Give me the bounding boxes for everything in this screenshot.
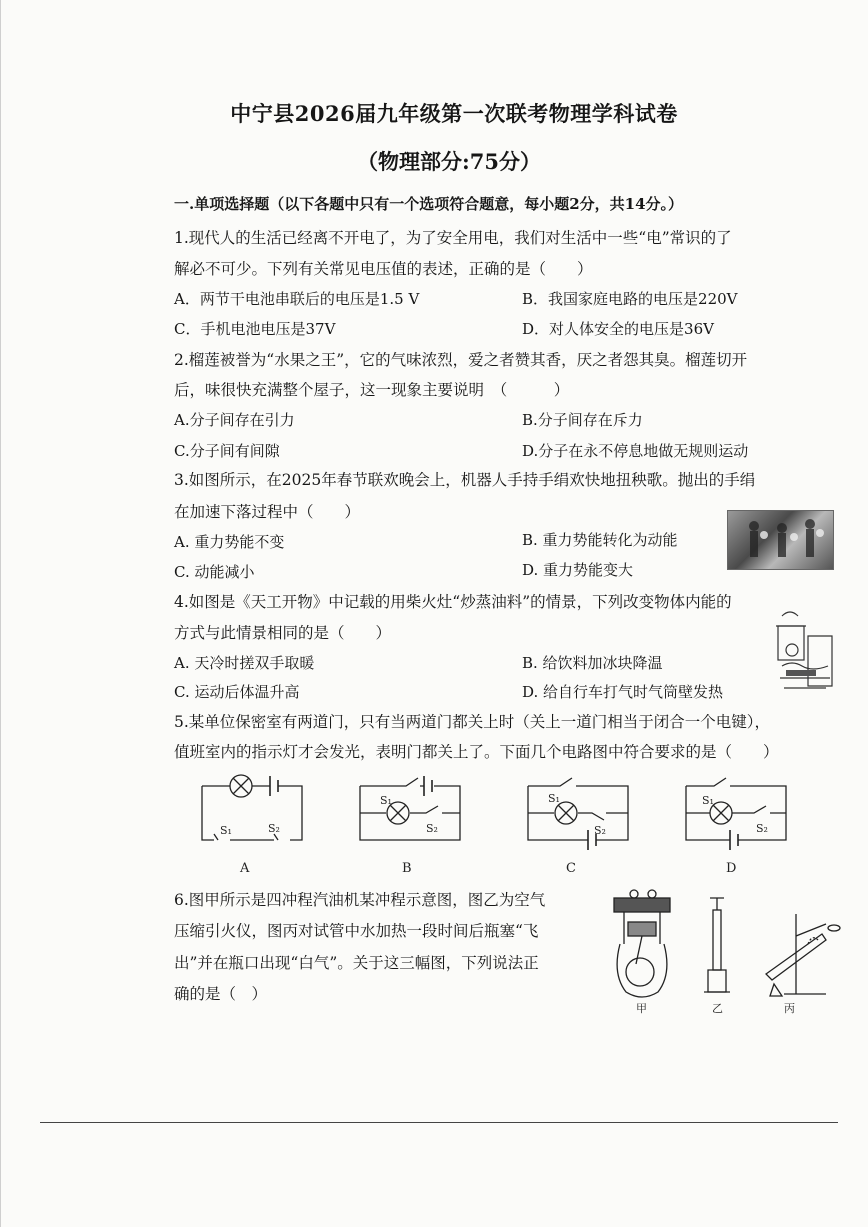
q2-option-d: D.分子在永不停息地做无规则运动 xyxy=(522,442,749,460)
q2-option-a: A.分子间存在引力 xyxy=(174,411,295,429)
circuit-a xyxy=(202,775,302,840)
circuit-c xyxy=(528,778,628,850)
question-4-line-1: 4.如图是《天工开物》中记载的用柴火灶“炒蒸油料”的情景，下列改变物体内能的 xyxy=(174,593,732,611)
question-6-line-4: 确的是（ ） xyxy=(174,985,268,1003)
circuit-c-s2: S₂ xyxy=(594,824,606,837)
circuit-d-s1: S₁ xyxy=(702,794,714,807)
q1-option-b: B．我国家庭电路的电压是220V xyxy=(522,290,738,308)
question-5-line-2: 值班室内的指示灯才会发光，表明门都关上了。下面几个电路图中符合要求的是（ ） xyxy=(174,743,779,761)
circuit-a-s2: S₂ xyxy=(268,822,280,835)
question-3-line-1: 3.如图所示，在2025年春节联欢晚会上，机器人手持手绢欢快地扭秧歌。抛出的手绢 xyxy=(174,471,756,489)
question-3-line-2: 在加速下落过程中（ ） xyxy=(174,503,361,521)
figure-6-apparatus xyxy=(606,884,842,1018)
q1-option-c: C．手机电池电压是37V xyxy=(174,320,336,338)
circuit-b-s1: S₁ xyxy=(380,794,392,807)
q1-option-a: A．两节干电池串联后的电压是1.5 V xyxy=(174,290,420,308)
q4-option-a: A. 天冷时搓双手取暖 xyxy=(174,654,315,672)
question-4-line-2: 方式与此情景相同的是（ ） xyxy=(174,624,392,642)
compression-tube-figure xyxy=(704,898,730,992)
circuit-b xyxy=(360,776,460,840)
q3-option-b: B. 重力势能转化为动能 xyxy=(522,531,678,549)
circuit-label-d: D xyxy=(726,861,737,876)
circuit-diagrams xyxy=(190,768,850,878)
question-1-line-1: 1.现代人的生活已经离不开电了，为了安全用电，我们对生活中一些“电”常识的了 xyxy=(174,229,732,247)
q1-option-d: D．对人体安全的电压是36V xyxy=(522,320,714,338)
circuit-b-s2: S₂ xyxy=(426,822,438,835)
question-6-line-3: 出”并在瓶口出现“白气”。关于这三幅图，下列说法正 xyxy=(174,954,539,972)
circuit-d xyxy=(686,778,786,850)
circuit-a-s1: S₁ xyxy=(220,824,232,837)
circuit-d-s2: S₂ xyxy=(756,822,768,835)
question-1-line-2: 解必不可少。下列有关常见电压值的表述，正确的是（ ） xyxy=(174,260,593,278)
question-2-line-1: 2.榴莲被誉为“水果之王”，它的气味浓烈，爱之者赞其香，厌之者怨其臭。榴莲切开 xyxy=(174,351,748,369)
circuit-label-b: B xyxy=(402,861,412,876)
section-heading: 一.单项选择题（以下各题中只有一个选项符合题意，每小题2分，共14分。） xyxy=(174,195,684,213)
label-bing: 丙 xyxy=(784,1002,795,1015)
circuit-label-c: C xyxy=(566,861,576,876)
heated-test-tube-figure xyxy=(766,914,840,996)
scan-edge xyxy=(0,0,1,1227)
exam-subtitle: （物理部分:75分） xyxy=(357,149,541,174)
question-6-line-2: 压缩引火仪，图丙对试管中水加热一段时间后瓶塞“飞 xyxy=(174,922,539,940)
q3-option-c: C. 动能减小 xyxy=(174,563,255,581)
robot-yangge-photo xyxy=(727,510,834,570)
q4-option-c: C. 运动后体温升高 xyxy=(174,683,300,701)
circuit-c-s1: S₁ xyxy=(548,792,560,805)
engine-cylinder-figure xyxy=(614,890,670,997)
q2-option-c: C.分子间有间隙 xyxy=(174,442,280,460)
circuit-label-a: A xyxy=(240,861,250,876)
label-jia: 甲 xyxy=(636,1002,647,1015)
question-2-line-2: 后，味很快充满整个屋子，这一现象主要说明 （ ） xyxy=(174,381,570,399)
robot-figures-image xyxy=(728,511,833,569)
label-yi: 乙 xyxy=(712,1002,723,1015)
q4-option-d: D. 给自行车打气时气筒壁发热 xyxy=(522,683,724,701)
page-bottom-rule xyxy=(40,1122,838,1123)
q3-option-d: D. 重力势能变大 xyxy=(522,561,634,579)
question-5-line-1: 5.某单位保密室有两道门，只有当两道门都关上时（关上一道门相当于闭合一个电键）， xyxy=(174,713,771,731)
tiangong-kaiwu-illustration xyxy=(772,606,838,694)
q4-option-b: B. 给饮料加冰块降温 xyxy=(522,654,663,672)
question-6-line-1: 6.图甲所示是四冲程汽油机某冲程示意图，图乙为空气 xyxy=(174,891,546,909)
q3-option-a: A. 重力势能不变 xyxy=(174,533,285,551)
q2-option-b: B.分子间存在斥力 xyxy=(522,411,643,429)
exam-title: 中宁县2026届九年级第一次联考物理学科试卷 xyxy=(230,101,678,126)
